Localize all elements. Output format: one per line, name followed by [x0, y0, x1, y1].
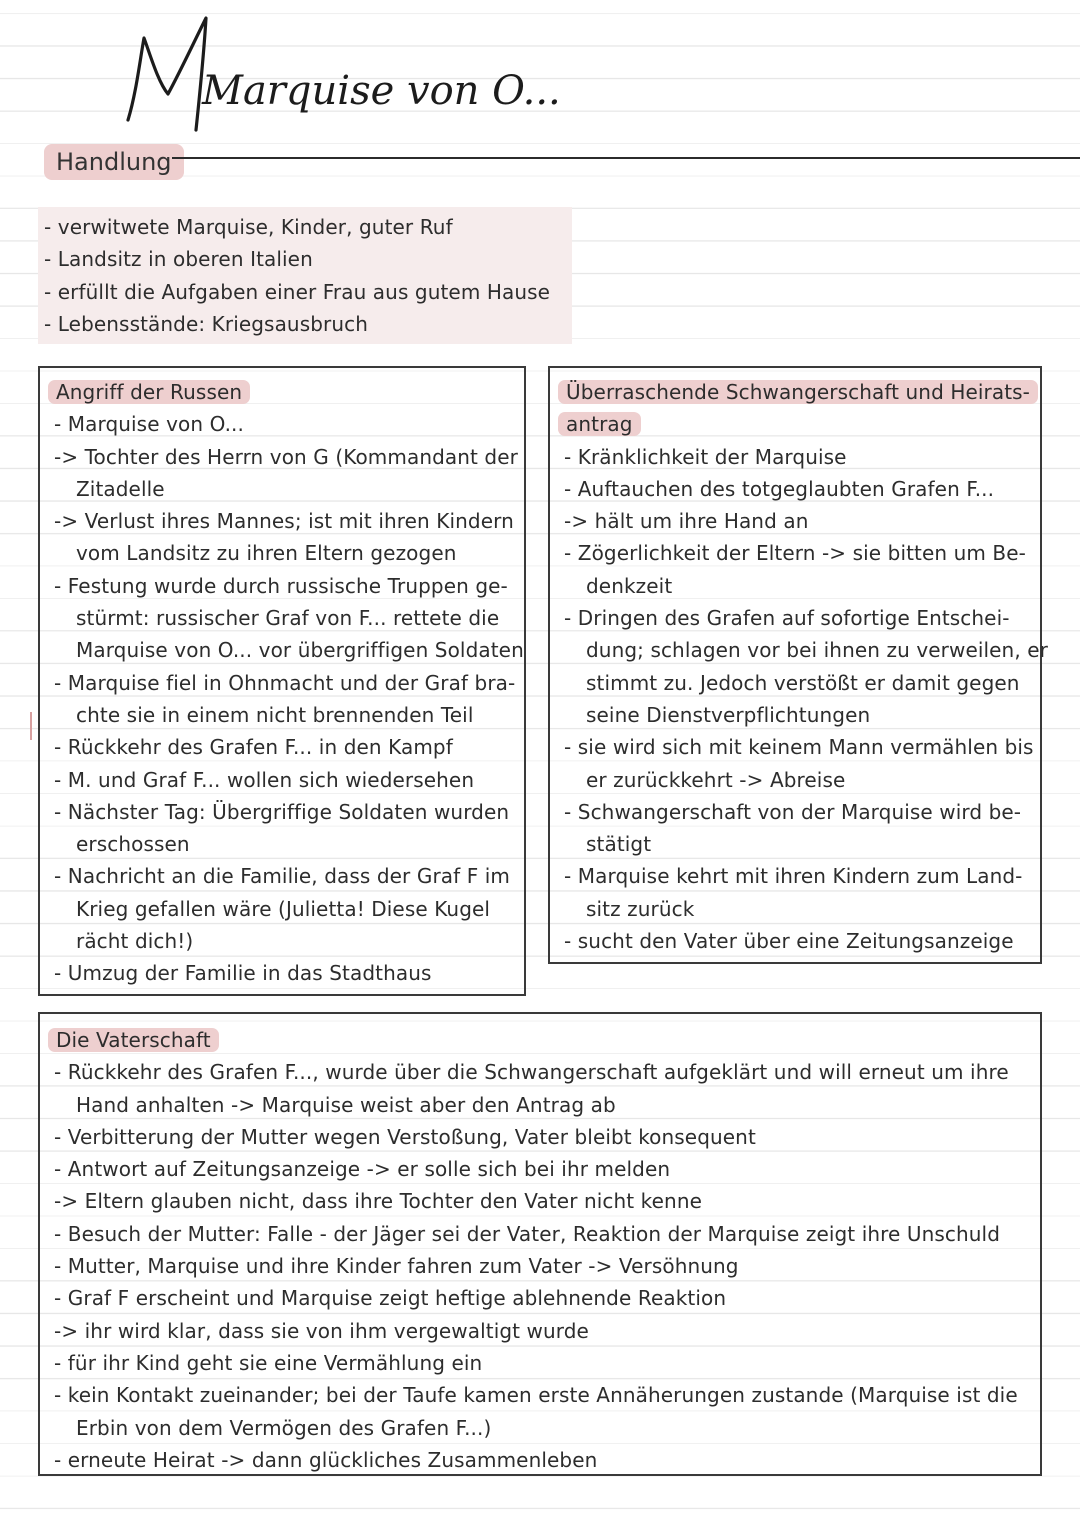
list-item: - Nächster Tag: Übergriffige Soldaten wurden [54, 799, 510, 824]
handlung-label: Handlung [44, 144, 184, 180]
header-rule [172, 157, 1080, 159]
list-item: seine Dienstverpflichtungen [586, 702, 871, 727]
margin-mark [30, 712, 32, 740]
list-item: stimmt zu. Jedoch verstößt er damit gegen [586, 670, 1020, 695]
box-title-cont: antrag [558, 412, 641, 436]
box-title: Die Vaterschaft [48, 1028, 219, 1052]
list-item: - Dringen des Grafen auf sofortige Entschei- [564, 606, 1010, 631]
box-schwangerschaft [548, 366, 1048, 964]
list-item: erschossen [76, 832, 190, 857]
box-angriff [38, 366, 526, 996]
list-item: Krieg gefallen wäre (Julietta! Diese Kugel [76, 896, 491, 921]
list-item: Erbin von dem Vermögen des Grafen F...) [76, 1415, 492, 1440]
list-item: - Antwort auf Zeitungsanzeige -> er solle sich bei ihr melden [54, 1157, 671, 1182]
list-item: - Lebensstände: Kriegsausbruch [44, 311, 368, 336]
list-item: - Mutter, Marquise und ihre Kinder fahren zum Vater -> Versöhnung [54, 1254, 739, 1279]
list-item: - Zögerlichkeit der Eltern -> sie bitten um Be- [564, 541, 1026, 566]
list-item: chte sie in einem nicht brennenden Teil [76, 702, 474, 727]
list-item: - Kränklichkeit der Marquise [564, 444, 847, 469]
list-item: sitz zurück [586, 896, 695, 921]
list-item: - Graf F erscheint und Marquise zeigt heftige ablehnende Reaktion [54, 1286, 727, 1311]
list-item: rächt dich!) [76, 929, 194, 954]
list-item: -> Verlust ihres Mannes; ist mit ihren Kindern [54, 509, 514, 534]
list-item: - M. und Graf F... wollen sich wiedersehen [54, 767, 475, 792]
list-item: - Besuch der Mutter: Falle - der Jäger sei der Vater, Reaktion der Marquise zeigt ihre Unschuld [54, 1221, 1001, 1246]
list-item: - Marquise von O... [54, 412, 244, 437]
list-item: - Rückkehr des Grafen F... in den Kampf [54, 735, 453, 760]
list-item: - erneute Heirat -> dann glückliches Zusammenleben [54, 1447, 598, 1472]
list-item: - sucht den Vater über eine Zeitungsanzeige [564, 929, 1014, 954]
list-item: stätigt [586, 832, 652, 857]
list-item: - Auftauchen des totgeglaubten Grafen F... [564, 476, 995, 501]
list-item: denkzeit [586, 573, 673, 598]
list-item: dung; schlagen vor bei ihnen zu verweilen, er [586, 638, 1048, 663]
list-item: - Umzug der Familie in das Stadthaus [54, 961, 432, 986]
list-item: - Landsitz in oberen Italien [44, 247, 313, 272]
list-item: - verwitwete Marquise, Kinder, guter Ruf [44, 215, 453, 239]
handlung-list [38, 207, 572, 344]
box-vaterschaft [38, 1012, 1042, 1476]
list-item: -> hält um ihre Hand an [564, 509, 809, 534]
list-item: Marquise von O... vor übergriffigen Soldaten [76, 638, 524, 663]
box-title: Überraschende Schwangerschaft und Heirats- [558, 380, 1038, 404]
list-item: - erfüllt die Aufgaben einer Frau aus gutem Hause [44, 279, 551, 304]
title-text: Marquise von O... [202, 68, 561, 114]
list-item: - Verbitterung der Mutter wegen Verstoßung, Vater bleibt konsequent [54, 1124, 756, 1149]
list-item: - Rückkehr des Grafen F..., wurde über die Schwangerschaft aufgeklärt und will erneut um ihre [54, 1060, 1009, 1085]
list-item: - sie wird sich mit keinem Mann vermählen bis [564, 735, 1034, 760]
page-title [110, 12, 630, 152]
section-handlung [44, 143, 184, 181]
list-item: - Schwangerschaft von der Marquise wird be- [564, 799, 1022, 824]
list-item: er zurückkehrt -> Abreise [586, 767, 846, 792]
list-item: -> ihr wird klar, dass sie von ihm vergewaltigt wurde [54, 1318, 589, 1343]
box-title: Angriff der Russen [48, 380, 250, 404]
list-item: - Nachricht an die Familie, dass der Graf F im [54, 864, 511, 889]
list-item: vom Landsitz zu ihren Eltern gezogen [76, 541, 457, 566]
list-item: - Festung wurde durch russische Truppen ge- [54, 573, 508, 598]
list-item: - Marquise fiel in Ohnmacht und der Graf bra- [54, 670, 516, 695]
list-item: -> Eltern glauben nicht, dass ihre Tochter den Vater nicht kenne [54, 1189, 703, 1214]
list-item: - Marquise kehrt mit ihren Kindern zum Land- [564, 864, 1023, 889]
list-item: stürmt: russischer Graf von F... rettete die [76, 606, 500, 631]
list-item: Zitadelle [76, 476, 165, 501]
list-item: - für ihr Kind geht sie eine Vermählung ein [54, 1350, 483, 1375]
list-item: Hand anhalten -> Marquise weist aber den Antrag ab [76, 1092, 616, 1117]
list-item: - kein Kontakt zueinander; bei der Taufe kamen erste Annäherungen zustande (Marquise ist die [54, 1383, 1018, 1408]
list-item: -> Tochter des Herrn von G (Kommandant der [54, 444, 518, 469]
